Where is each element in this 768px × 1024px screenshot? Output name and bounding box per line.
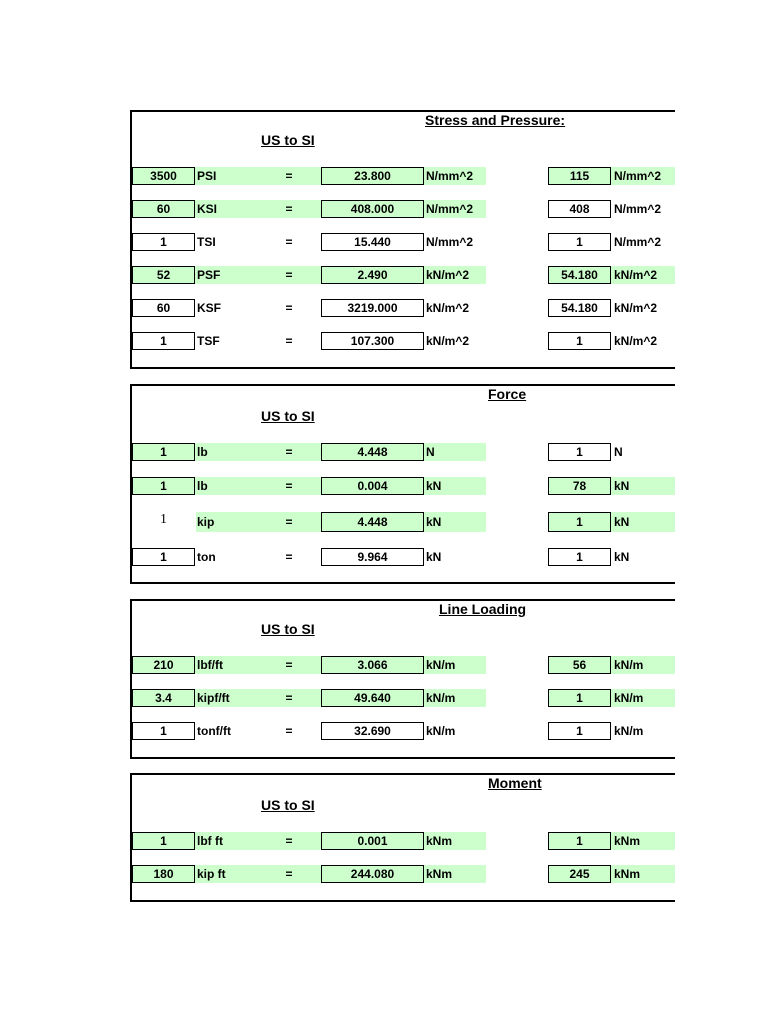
si-value-cell: 32.690 bbox=[321, 722, 424, 740]
si-unit-label: kNm bbox=[426, 834, 453, 848]
conversion-row-kipf-ft bbox=[132, 689, 675, 707]
reverse-value-input[interactable]: 115 bbox=[548, 167, 611, 185]
equals-sign: = bbox=[285, 834, 293, 848]
conversion-row-ksi bbox=[132, 200, 675, 218]
conversion-row-ton bbox=[132, 548, 675, 566]
equals-sign: = bbox=[285, 268, 293, 282]
conversion-row-tsf bbox=[132, 332, 675, 350]
si-value-cell: 49.640 bbox=[321, 689, 424, 707]
us-unit-label: kipf/ft bbox=[197, 691, 230, 705]
us-value-input[interactable]: 3.4 bbox=[132, 689, 195, 707]
section-line-loading bbox=[130, 599, 675, 759]
conversion-row-ksf bbox=[132, 299, 675, 317]
reverse-value-input[interactable]: 245 bbox=[548, 865, 611, 883]
reverse-value-input[interactable]: 1 bbox=[548, 233, 611, 251]
us-value-input[interactable]: 1 bbox=[132, 832, 195, 850]
reverse-unit-label: kN/m bbox=[614, 724, 644, 738]
reverse-unit-label: kN bbox=[614, 550, 630, 564]
si-unit-label: N/mm^2 bbox=[426, 202, 474, 216]
reverse-unit-label: kNm bbox=[614, 834, 641, 848]
us-unit-label: PSF bbox=[197, 268, 221, 282]
us-value-input[interactable]: 1 bbox=[132, 548, 195, 566]
equals-sign: = bbox=[285, 550, 293, 564]
section-moment bbox=[130, 773, 675, 902]
us-unit-label: lb bbox=[197, 479, 208, 493]
si-value-cell: 4.448 bbox=[321, 443, 424, 461]
equals-sign: = bbox=[285, 235, 293, 249]
reverse-unit-label: kN bbox=[614, 515, 630, 529]
si-value-cell: 408.000 bbox=[321, 200, 424, 218]
si-unit-label: kN/m^2 bbox=[426, 334, 470, 348]
conversion-row-kip-ft bbox=[132, 865, 675, 883]
section-subtitle: US to SI bbox=[261, 408, 315, 424]
section-subtitle: US to SI bbox=[261, 621, 315, 637]
section-title: Force bbox=[488, 386, 527, 402]
si-value-cell: 244.080 bbox=[321, 865, 424, 883]
si-value-cell: 3219.000 bbox=[321, 299, 424, 317]
reverse-value-input[interactable]: 54.180 bbox=[548, 299, 611, 317]
si-unit-label: N/mm^2 bbox=[426, 169, 474, 183]
equals-sign: = bbox=[285, 691, 293, 705]
reverse-value-input[interactable]: 408 bbox=[548, 200, 611, 218]
section-title: Line Loading bbox=[439, 601, 527, 617]
si-unit-label: kN/m^2 bbox=[426, 301, 470, 315]
si-unit-label: kN/m bbox=[426, 658, 456, 672]
si-unit-label: N/mm^2 bbox=[426, 235, 474, 249]
reverse-value-input[interactable]: 1 bbox=[548, 832, 611, 850]
equals-sign: = bbox=[285, 515, 293, 529]
equals-sign: = bbox=[285, 658, 293, 672]
reverse-value-input[interactable]: 1 bbox=[548, 512, 611, 532]
reverse-unit-label: kN/m^2 bbox=[614, 301, 658, 315]
reverse-value-input[interactable]: 54.180 bbox=[548, 266, 611, 284]
reverse-unit-label: N bbox=[614, 445, 623, 459]
si-value-cell: 9.964 bbox=[321, 548, 424, 566]
section-force bbox=[130, 384, 675, 584]
si-value-cell: 2.490 bbox=[321, 266, 424, 284]
us-value-input[interactable]: 1 bbox=[132, 477, 195, 495]
reverse-unit-label: kNm bbox=[614, 867, 641, 881]
us-unit-label: TSF bbox=[197, 334, 220, 348]
conversion-row-lb-n bbox=[132, 443, 675, 461]
reverse-unit-label: kN/m^2 bbox=[614, 334, 658, 348]
reverse-value-input[interactable]: 1 bbox=[548, 722, 611, 740]
equals-sign: = bbox=[285, 202, 293, 216]
si-unit-label: kN bbox=[426, 550, 442, 564]
equals-sign: = bbox=[285, 867, 293, 881]
reverse-unit-label: N/mm^2 bbox=[614, 235, 662, 249]
conversion-row-tsi bbox=[132, 233, 675, 251]
reverse-unit-label: kN/m bbox=[614, 658, 644, 672]
si-unit-label: kN bbox=[426, 515, 442, 529]
conversion-row-lbf-ft-moment bbox=[132, 832, 675, 850]
si-unit-label: kNm bbox=[426, 867, 453, 881]
si-value-cell: 107.300 bbox=[321, 332, 424, 350]
si-value-cell: 23.800 bbox=[321, 167, 424, 185]
section-subtitle: US to SI bbox=[261, 132, 315, 148]
us-value-input[interactable]: 1 bbox=[132, 332, 195, 350]
reverse-value-input[interactable]: 1 bbox=[548, 689, 611, 707]
si-unit-label: kN/m bbox=[426, 691, 456, 705]
us-unit-label: lbf ft bbox=[197, 834, 223, 848]
us-unit-label: tonf/ft bbox=[197, 724, 231, 738]
equals-sign: = bbox=[285, 445, 293, 459]
reverse-value-input[interactable]: 56 bbox=[548, 656, 611, 674]
us-unit-label: kip ft bbox=[197, 867, 226, 881]
reverse-unit-label: kN/m^2 bbox=[614, 268, 658, 282]
si-unit-label: kN bbox=[426, 479, 442, 493]
us-value-input[interactable]: 1 bbox=[160, 512, 167, 527]
si-value-cell: 3.066 bbox=[321, 656, 424, 674]
us-value-input[interactable]: 60 bbox=[132, 200, 195, 218]
si-value-cell: 4.448 bbox=[321, 512, 424, 532]
si-unit-label: kN/m bbox=[426, 724, 456, 738]
reverse-value-input[interactable]: 78 bbox=[548, 477, 611, 495]
us-value-input[interactable]: 180 bbox=[132, 865, 195, 883]
us-value-input[interactable]: 3500 bbox=[132, 167, 195, 185]
equals-sign: = bbox=[285, 479, 293, 493]
us-value-input[interactable]: 52 bbox=[132, 266, 195, 284]
section-title: Moment bbox=[488, 775, 542, 791]
us-unit-label: ton bbox=[197, 550, 216, 564]
reverse-unit-label: N/mm^2 bbox=[614, 169, 662, 183]
conversion-row-lb-kn bbox=[132, 477, 675, 495]
us-value-input[interactable]: 210 bbox=[132, 656, 195, 674]
us-unit-label: lb bbox=[197, 445, 208, 459]
us-unit-label: TSI bbox=[197, 235, 216, 249]
equals-sign: = bbox=[285, 169, 293, 183]
si-unit-label: N bbox=[426, 445, 435, 459]
conversion-row-psf bbox=[132, 266, 675, 284]
reverse-unit-label: N/mm^2 bbox=[614, 202, 662, 216]
section-subtitle: US to SI bbox=[261, 797, 315, 813]
si-value-cell: 0.001 bbox=[321, 832, 424, 850]
us-unit-label: PSI bbox=[197, 169, 217, 183]
si-unit-label: kN/m^2 bbox=[426, 268, 470, 282]
si-value-cell: 15.440 bbox=[321, 233, 424, 251]
conversion-row-lbf-ft bbox=[132, 656, 675, 674]
section-title: Stress and Pressure: bbox=[425, 112, 566, 128]
reverse-unit-label: kN bbox=[614, 479, 630, 493]
reverse-value-input[interactable]: 1 bbox=[548, 443, 611, 461]
equals-sign: = bbox=[285, 301, 293, 315]
us-unit-label: KSI bbox=[197, 202, 218, 216]
si-value-cell: 0.004 bbox=[321, 477, 424, 495]
conversion-row-kip bbox=[132, 512, 675, 532]
equals-sign: = bbox=[285, 334, 293, 348]
us-value-input[interactable]: 1 bbox=[132, 443, 195, 461]
section-stress-pressure bbox=[130, 110, 675, 369]
us-unit-label: kip bbox=[197, 515, 215, 529]
conversion-row-tonf-ft bbox=[132, 722, 675, 740]
conversion-row-psi bbox=[132, 167, 675, 185]
us-unit-label: KSF bbox=[197, 301, 221, 315]
reverse-value-input[interactable]: 1 bbox=[548, 332, 611, 350]
us-value-input[interactable]: 1 bbox=[132, 233, 195, 251]
reverse-value-input[interactable]: 1 bbox=[548, 548, 611, 566]
equals-sign: = bbox=[285, 724, 293, 738]
us-value-input[interactable]: 1 bbox=[132, 722, 195, 740]
us-unit-label: lbf/ft bbox=[197, 658, 223, 672]
us-value-input[interactable]: 60 bbox=[132, 299, 195, 317]
reverse-unit-label: kN/m bbox=[614, 691, 644, 705]
